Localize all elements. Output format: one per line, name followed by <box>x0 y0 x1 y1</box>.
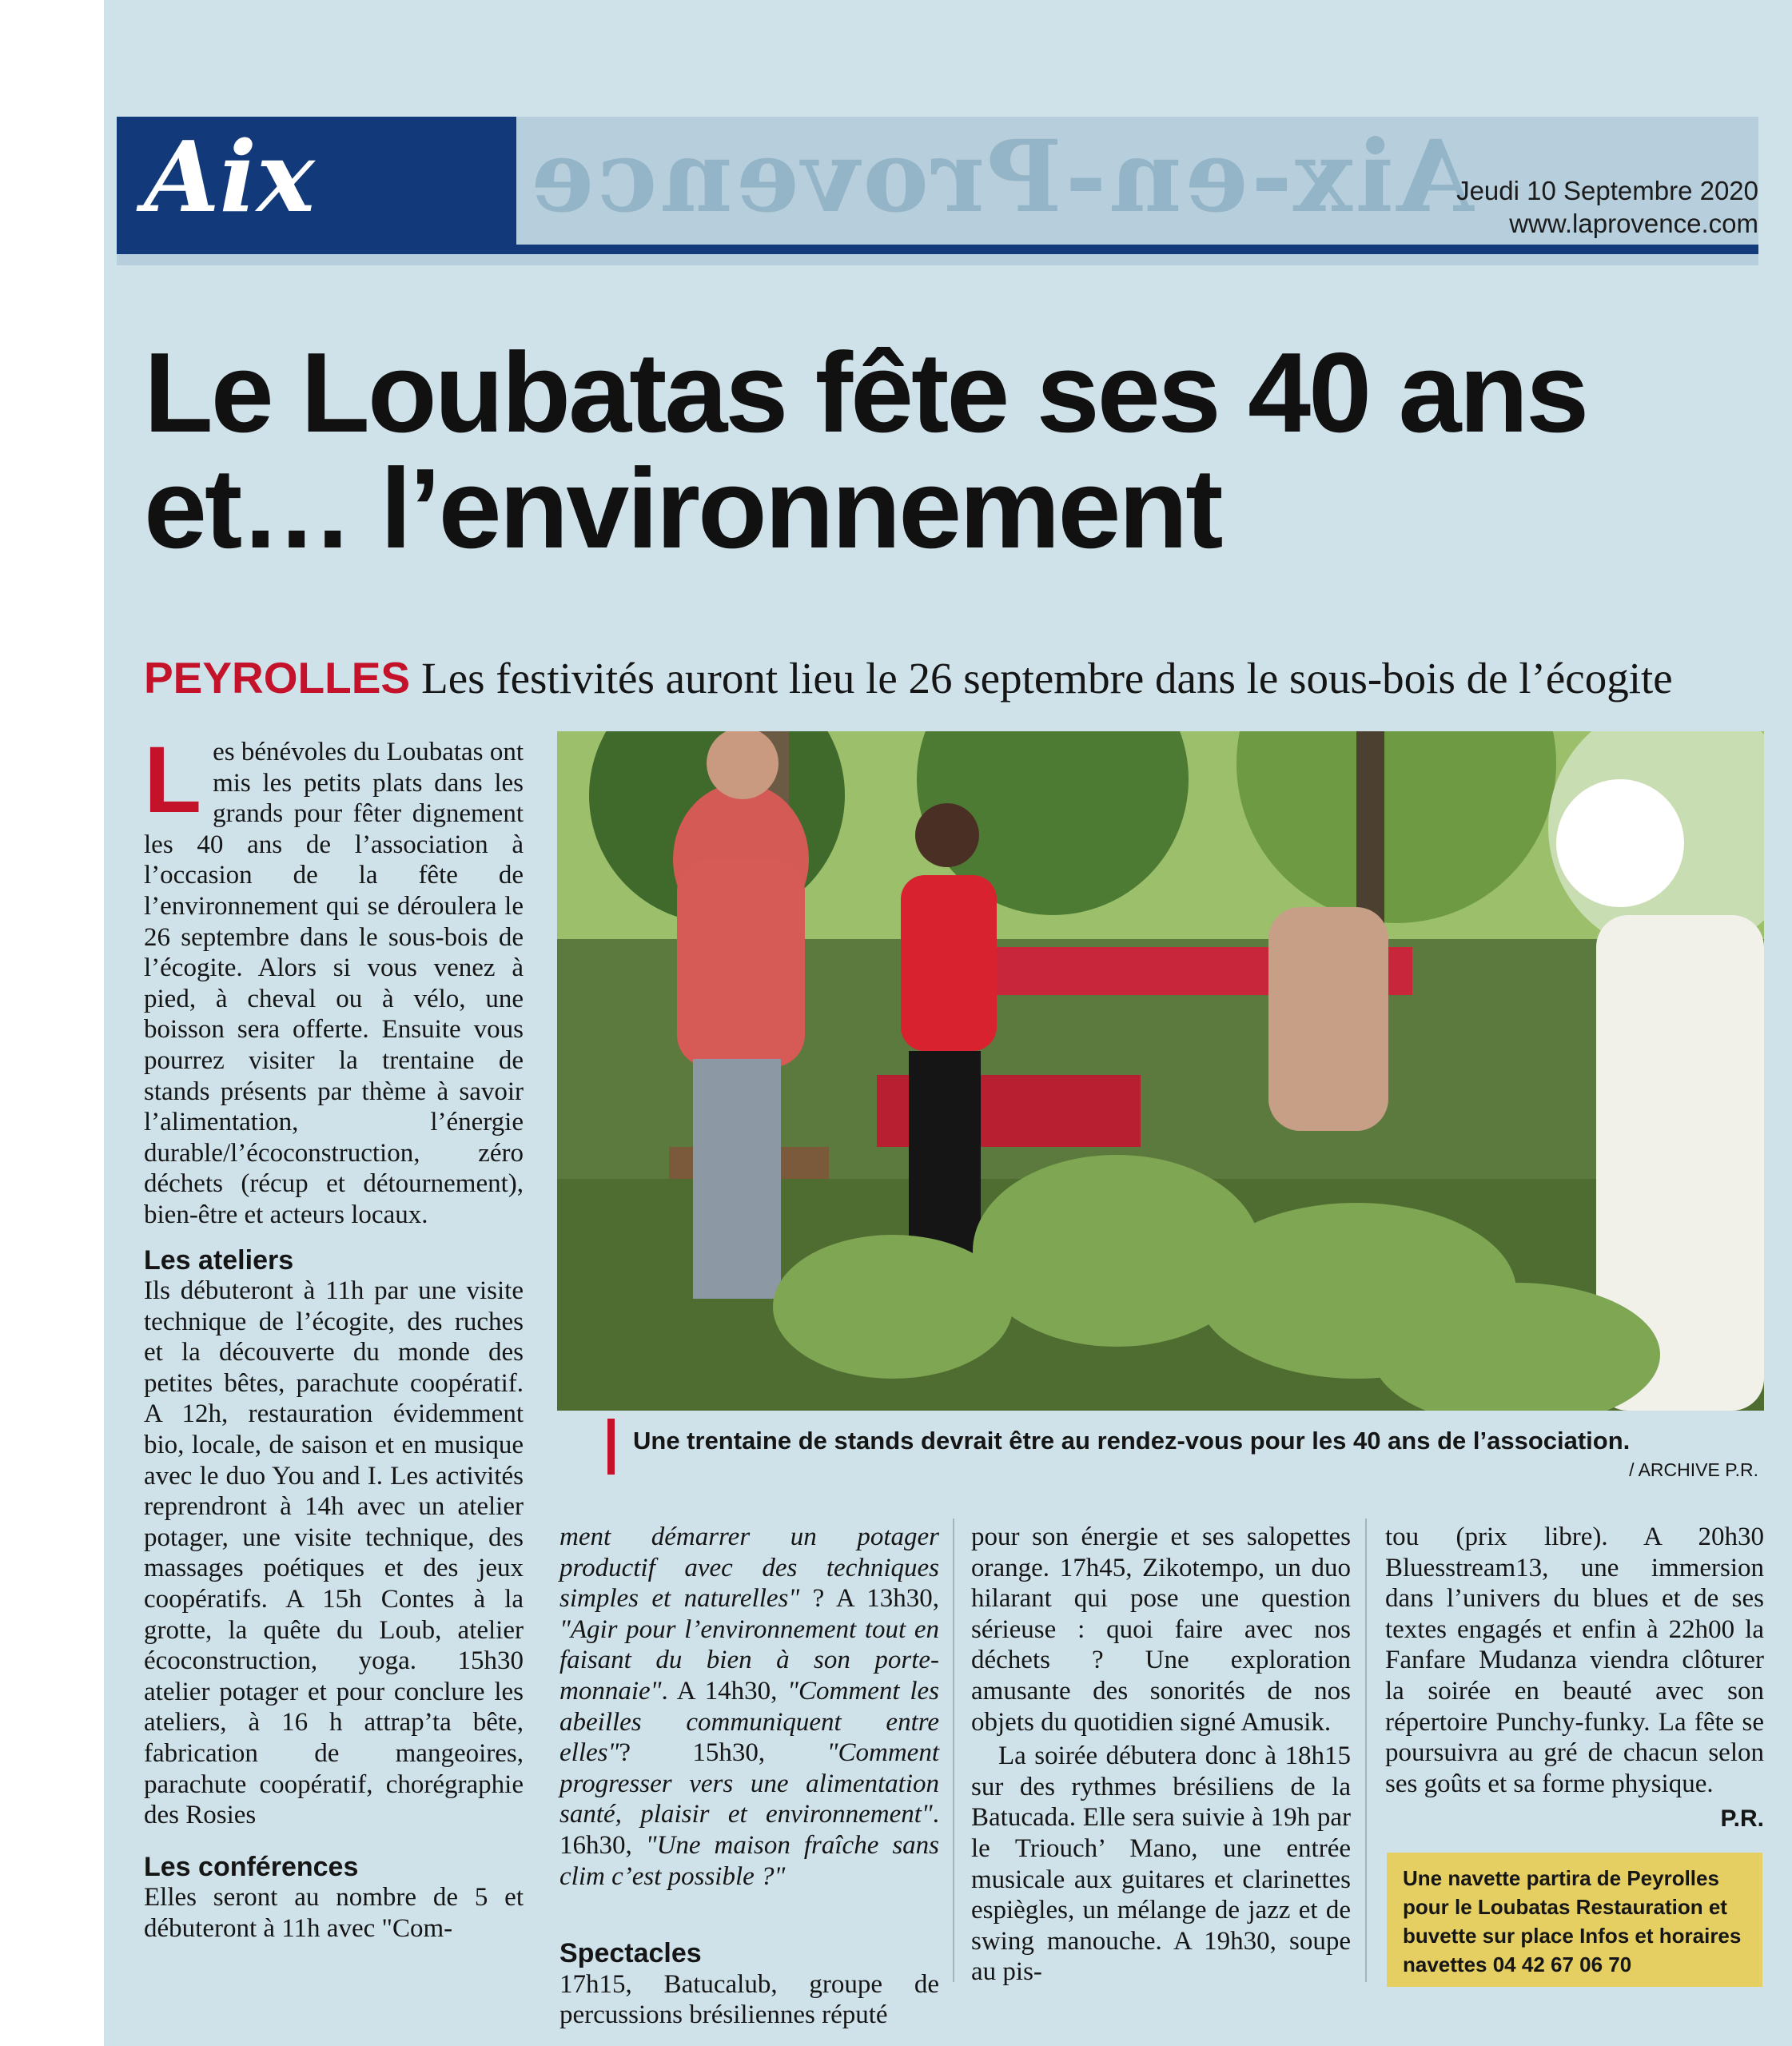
section-name: Aix <box>144 119 315 234</box>
caption-marker <box>607 1419 615 1475</box>
column-4 <box>1385 1522 1764 1835</box>
conference-title-4: "Comment progresser vers une alimentation santé, plaisir et environnement" <box>560 1738 939 1829</box>
ateliers-paragraph: Ils débuteront à 11h par une visite technique de l’écogite, des ruches et la découverte du monde des petites bêtes, parachute coopératif. A 12h, restauration évidemment bio, locale, de saison et en musique avec le duo You and I. Les activités reprendront à 14h avec un atelier potager, une visite technique, des massages poétiques et des jeux coopératifs. A 15h Contes à la grotte, la quête du Loub, atelier écoconstruction, yoga. 15h30 atelier potager et pour conclure les ateliers, à 16 h attrap’ta bête, fabrication de mangeoires, parachute coopératif, chorégraphie des Rosies <box>144 1276 524 1830</box>
author-signature: P.R. <box>1720 1805 1764 1833</box>
conference-time-2: . A 14h30, <box>661 1676 788 1706</box>
article-photo <box>557 731 1764 1411</box>
article-subtitle <box>144 651 1734 705</box>
stands-photo-illustration <box>557 731 1764 1411</box>
conferences-heading: Les conférences <box>144 1851 359 1882</box>
conference-time-4: . 16h30, <box>560 1800 939 1860</box>
conference-title-1: ment démarrer un potager productif avec des techniques simples et naturelles" <box>560 1523 939 1614</box>
intro-paragraph: es bénévoles du Loubatas ont mis les petits plats dans les grands pour fêter dignement les 40 ans de l’association à l’occasion de la fête de l’environnement qui se déroulera le 26 septembre dans le sous-bois de l’écogite. Alors si vous venez à pied, à cheval ou à vélo, une boisson sera offerte. Ensuite vous pourrez visiter la trentaine de stands présents par thème à savoir l’alimentation, l’énergie durable/l’écoconstruction, zéro déchets (récup et détournement), bien-être et acteurs locaux. <box>144 738 524 1229</box>
conferences-continued <box>560 1522 939 1892</box>
column-rule <box>953 1519 954 1982</box>
conference-time-1: ? A 13h30, <box>799 1584 940 1614</box>
headline-line-1: Le Loubatas fête ses 40 ans <box>144 329 1587 456</box>
conferences-paragraph: Elles seront au nombre de 5 et débuteront à 11h avec "Com- <box>144 1883 524 1943</box>
section-ghost-text: Aix-en-Provence <box>528 119 1474 235</box>
column-1 <box>144 727 524 1944</box>
column-rule <box>1365 1519 1367 1982</box>
scan-margin <box>0 0 104 2046</box>
website: www.laprovence.com <box>1509 209 1758 239</box>
closing-paragraph: tou (prix libre). A 20h30 Bluesstream13, une immersion dans l’univers du blues et de ses textes engagés et enfin à 22h00 la Fanfare Mudanza viendra clôturer la soirée en beauté avec son répertoire Punchy-funky. La fête se poursuivra au gré de chacun selon ses goûts et sa forme physique. <box>1385 1523 1764 1798</box>
spectacles-heading: Spectacles <box>560 1938 702 1969</box>
spectacles-paragraph: 17h15, Batucalub, groupe de percussions brésiliennes réputé <box>560 1969 939 2030</box>
column-3 <box>971 1522 1351 1988</box>
evening-paragraph: La soirée débutera donc à 18h15 sur des rythmes brésiliens de la Batucada. Elle sera suivie à 19h par le Triouch’ Mano, une entrée musicale aux guitares et clarinettes espiègles, un mélange de jazz et de swing manouche. A 19h30, soupe au pis- <box>971 1741 1351 1987</box>
headline-line-2: et… l’environnement <box>144 444 1221 572</box>
issue-date: Jeudi 10 Septembre 2020 <box>1456 176 1758 205</box>
photo-credit: / ARCHIVE P.R. <box>1629 1459 1758 1480</box>
section-band-rule <box>117 245 1758 254</box>
program-paragraph: pour son énergie et ses salopettes orange. 17h45, Zikotempo, un duo hilarant qui pose une question sérieuse : quoi faire avec nos déchets ? Une exploration amusante des sonorités de nos objets du quotidien signé Amusik. <box>971 1523 1351 1737</box>
photo-caption: Une trentaine de stands devrait être au rendez-vous pour les 40 ans de l’association. <box>633 1427 1631 1455</box>
issue-date-block <box>1456 174 1758 241</box>
conference-time-3: ? 15h30, <box>619 1738 827 1768</box>
conference-title-3: "Comment les abeilles communiquent entre elles" <box>560 1676 939 1768</box>
conference-title-5: "Une maison fraîche sans clim c’est possible ?" <box>560 1830 939 1891</box>
column-2 <box>560 1522 939 2031</box>
article-headline <box>144 329 1726 572</box>
dropcap: L <box>144 727 202 833</box>
location-label: PEYROLLES <box>144 653 411 703</box>
shuttle-info-box: Une navette partira de Peyrolles pour le Loubatas Restauration et buvette sur place Infos et horaires navettes 04 42 67 06 70 <box>1387 1853 1762 1987</box>
subtitle-text: Les festivités auront lieu le 26 septembre dans le sous-bois de l’écogite <box>421 654 1673 703</box>
ateliers-heading: Les ateliers <box>144 1244 294 1276</box>
conference-title-2: "Agir pour l’environnement tout en faisant du bien à son porte-monnaie" <box>560 1614 939 1706</box>
